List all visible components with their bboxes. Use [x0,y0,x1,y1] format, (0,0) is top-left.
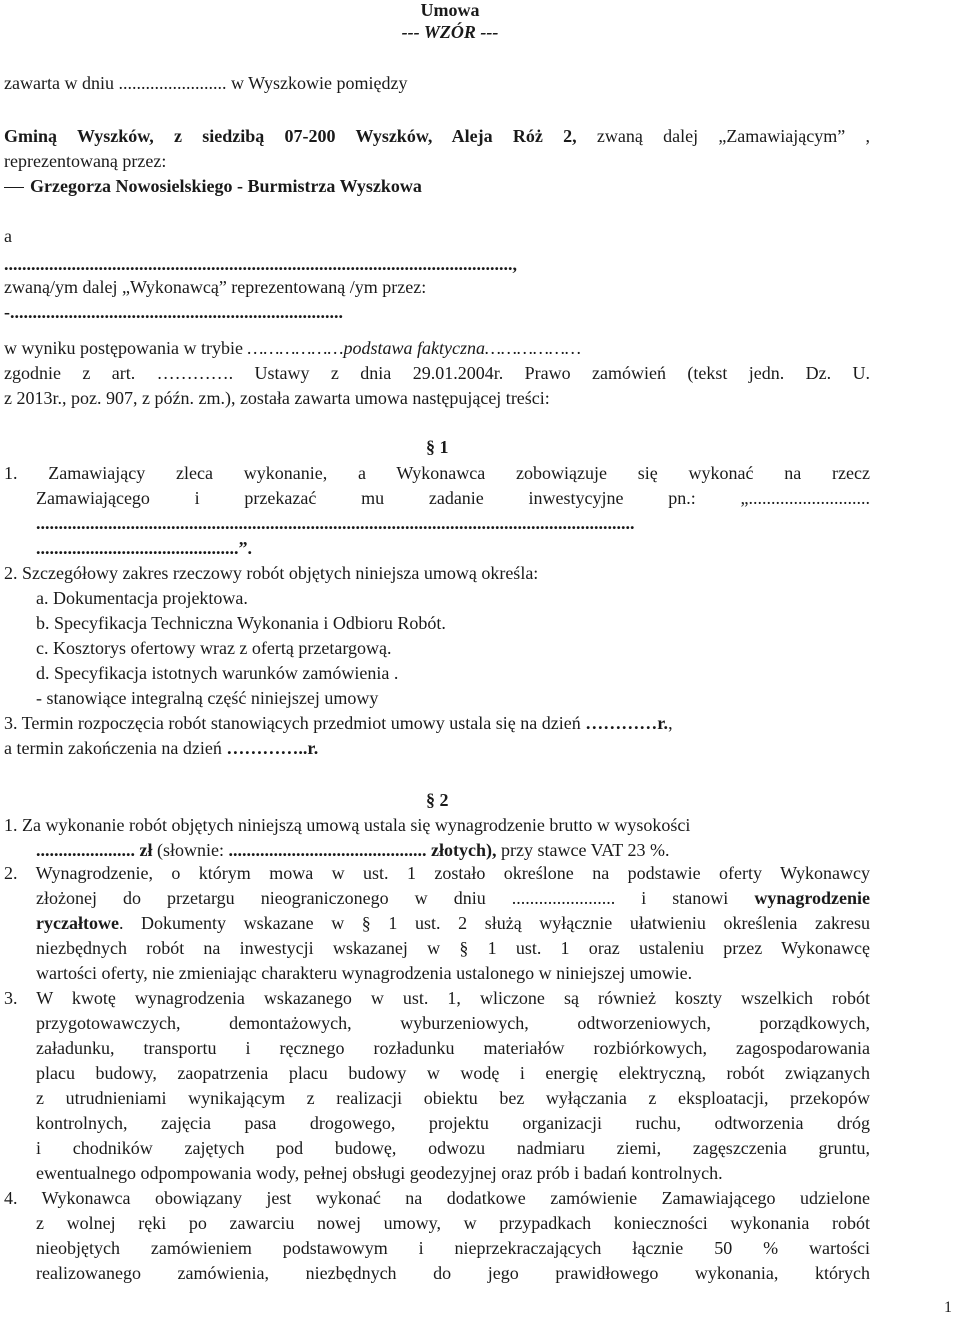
sec2-p4-line-4: realizowanego zamówienia, niezbędnych do jego prawidłowego wykonania, których [36,1263,870,1283]
sec1-p2: 2. Szczegółowy zakres rzeczowy robót objętych niniejsza umową określa: [4,563,539,583]
sec1-p1-line-4: .............................................”. [36,538,252,558]
sec1-p1-line-2: Zamawiającego i przekazać mu zadanie inwestycyjne pn.: „........................... [36,488,870,508]
amount-blank: ...................... zł [36,840,153,860]
document-title: Umowa [420,0,480,20]
sec2-p3-line-1: 3. W kwotę wynagrodzenia wskazanego w ust. 1, wliczone są również koszty wszelkich robót [4,988,870,1008]
sec2-p3-line-2: przygotowawczych, demontażowych, wyburzeniowych, odtworzeniowych, porządkowych, [36,1013,870,1033]
intro-line-2 [4,126,870,146]
representative-line [4,176,422,196]
sec1-p2-item-a: a. Dokumentacja projektowa. [36,588,248,608]
section-1-heading: § 1 [426,437,449,457]
intro-line-3: reprezentowaną przez: [4,151,167,171]
representative-name: Grzegorza Nowosielskiego - Burmistrza Wyszkowa [30,176,422,196]
sec1-p2-item-c: c. Kosztorys ofertowy wraz z ofertą przetargową. [36,638,392,658]
sec2-p3-line-3: załadunku, transportu i ręcznego rozładunku materiałów rozbiórkowych, zagospodarowania [36,1038,870,1058]
amount-words-label: (słownie: [152,840,229,860]
sec2-p1-line-1: 1. Za wykonanie robót objętych niniejszą umową ustala się wynagrodzenie brutto w wysokości [4,815,691,835]
start-date-blank: …………r. [585,713,669,733]
lump-sum-word-1: wynagrodzenie [754,888,870,908]
party-name: Gminą Wyszków, z siedzibą 07-200 Wyszków, Aleja Róż 2, [4,126,577,146]
start-date-comma: , [668,713,673,733]
intro-line-10: zgodnie z art. …………. Ustawy z dnia 29.01.2004r. Prawo zamówień (tekst jedn. Dz. U. [4,363,870,383]
intro-line-5: a [4,226,12,246]
sec1-p3-line-2 [4,738,318,758]
sec1-p2-item-d: d. Specyfikacja istotnych warunków zamówienia . [36,663,399,683]
intro-line-11: z 2013r., poz. 907, z późn. zm.), została zawarta umowa następującej treści: [4,388,550,408]
sec2-p4-line-2: z wolnej ręki po zawarciu nowej umowy, w przypadkach konieczności wykonania robót [36,1213,870,1233]
start-date-text: 3. Termin rozpoczęcia robót stanowiących przedmiot umowy ustala się na dzień [4,713,586,733]
documents-text: . Dokumenty wskazane w § 1 ust. 2 służą wyłącznie ułatwieniu określenia zakresu [118,913,870,933]
intro-line-9 [4,338,581,358]
sec2-p4-line-1: 4. Wykonawca obowiązany jest wykonać na dodatkowe zamówienie Zamawiającego udzielone [4,1188,870,1208]
sec2-p1-line-2 [36,840,669,860]
contractor-rep-dots: -.......................................................................... [4,302,343,322]
intro-line-1: zawarta w dniu ........................ w Wyszkowie pomiędzy [4,73,408,93]
sec2-p2-line-1: 2. Wynagrodzenie, o którym mowa w ust. 1 zostało określone na podstawie oferty Wykonawcy [4,863,870,883]
sec1-p2-note: - stanowiące integralną część niniejszej umowy [36,688,379,708]
sec1-p1-line-3: ..................................................................................................................................... [36,513,635,533]
sec2-p3-line-6: kontrolnych, zajęcia pasa drogowego, projektu organizacji ruchu, odtworzenia dróg [36,1113,870,1133]
sec1-p1-line-1: 1. Zamawiający zleca wykonanie, a Wykonawca zobowiązuje się wykonać na rzecz [4,463,870,483]
page-number: 1 [944,1299,952,1316]
sec2-p3-line-4: placu budowy, zaopatrzenia placu budowy w wodę i energię elektryczną, robót związanych [36,1063,870,1083]
section-2-heading: § 2 [426,790,449,810]
procedure-text: w wyniku postępowania w trybie [4,338,248,358]
sec2-p2-line-4: niezbędnych robót na inwestycji wskazanej w § 1 ust. 1 oraz ustaleniu przez Wykonawcę [36,938,870,958]
amount-words-blank: ............................................ złotych), [228,840,497,860]
document-subtitle: --- WZÓR --- [401,22,499,42]
end-date-blank: …………..r. [226,738,319,758]
lump-sum-word-2: ryczałtowe [36,913,119,933]
sec2-p3-line-8: ewentualnego odpompowania wody, pełnej obsługi geodezyjnej oraz prób i badań kontrolnych. [36,1163,723,1183]
sec2-p4-line-3: nieobjętych zamówieniem podstawowym i nieprzekraczających łącznie 50 % wartości [36,1238,870,1258]
party-role: zwaną dalej „Zamawiającym” , [596,126,871,146]
intro-line-7: zwaną/ym dalej „Wykonawcą” reprezentowaną /ym przez: [4,277,427,297]
dash-bullet [4,187,24,188]
sec2-p2-line-3 [36,913,870,933]
contractor-dots: ................................................................................................................., [4,254,517,274]
end-date-text: a termin zakończenia na dzień [4,738,227,758]
sec1-p3-line-1 [4,713,673,733]
sec1-p2-item-b: b. Specyfikacja Techniczna Wykonania i Odbioru Robót. [36,613,446,633]
vat-rate: przy stawce VAT 23 %. [496,840,670,860]
sec2-p3-line-5: z utrudnieniami wynikającym z realizacji obiektu bez wyłączania z eksploatacji, przekopów [36,1088,870,1108]
procedure-basis: ………………podstawa faktyczna……………… [247,338,582,358]
offer-date-text: złożonej do przetargu nieograniczonego w dniu ....................... i stanowi [36,888,755,908]
sec2-p2-line-5: wartości oferty, nie zmieniając charakteru wynagrodzenia ustalonego w niniejszej umowie. [36,963,693,983]
sec2-p2-line-2 [36,888,870,908]
sec2-p3-line-7: i chodników zajętych pod budowę, odwozu nadmiaru ziemi, zagęszczenia gruntu, [36,1138,870,1158]
